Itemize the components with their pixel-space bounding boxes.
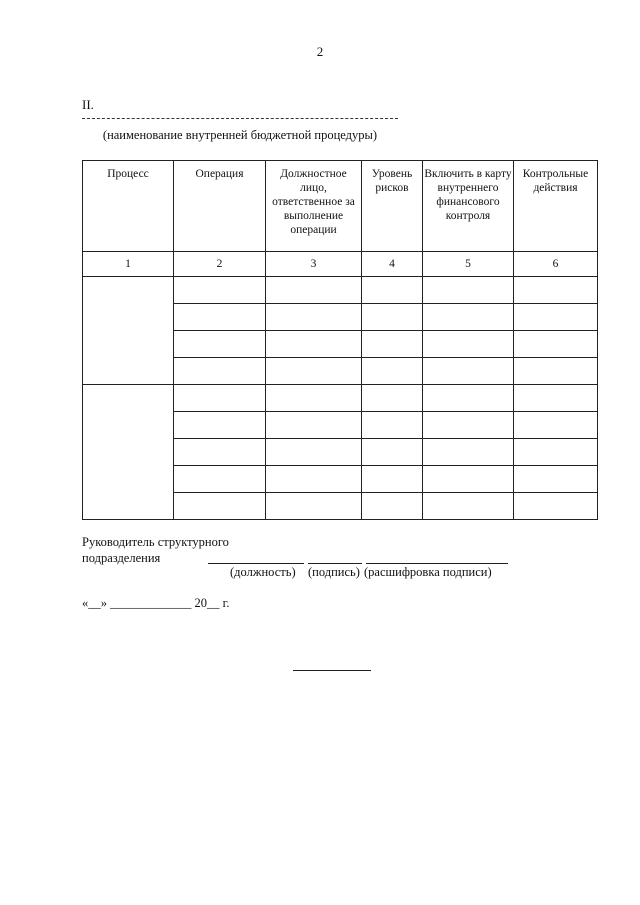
- end-of-document-rule: [293, 670, 371, 671]
- table-cell: [514, 412, 598, 439]
- table-cell: [266, 277, 362, 304]
- table-cell: [174, 493, 266, 520]
- column-number-row: [83, 252, 598, 277]
- table-cell: [423, 439, 514, 466]
- section-number: II.: [82, 97, 94, 112]
- table-cell: [266, 304, 362, 331]
- table-cell: [174, 358, 266, 385]
- signature-decoding-line: [366, 563, 508, 564]
- table-cell: [362, 439, 423, 466]
- signature-line: [308, 563, 362, 564]
- page-number: 2: [316, 44, 324, 59]
- signatory-label: [82, 534, 229, 566]
- date-line: «__» _____________ 20__ г.: [82, 596, 230, 610]
- column-number: 3: [266, 252, 362, 277]
- table-cell: [174, 304, 266, 331]
- column-number: 2: [174, 252, 266, 277]
- header-control-actions: Контрольные действия: [514, 161, 598, 252]
- header-row: [83, 161, 598, 252]
- table-cell: [362, 331, 423, 358]
- header-include-in-map: Включить в карту внутреннего финансового контроля: [423, 161, 514, 252]
- header-risk-level: Уровень рисков: [362, 161, 423, 252]
- table-cell: [362, 358, 423, 385]
- header-process: Процесс: [83, 161, 174, 252]
- table-cell: [174, 331, 266, 358]
- table-cell: [266, 358, 362, 385]
- table-cell: [423, 277, 514, 304]
- table-cell: [423, 358, 514, 385]
- table-cell: [514, 331, 598, 358]
- signature-decoding-caption: (расшифровка подписи): [364, 565, 492, 579]
- header-operation: Операция: [174, 161, 266, 252]
- table-cell: [174, 277, 266, 304]
- table-row: [83, 277, 598, 304]
- table-cell: [362, 412, 423, 439]
- table-cell: [362, 493, 423, 520]
- table-cell: [266, 385, 362, 412]
- table-cell: [514, 385, 598, 412]
- column-number: 5: [423, 252, 514, 277]
- table-cell: [423, 412, 514, 439]
- table-cell: [514, 466, 598, 493]
- table-cell: [266, 331, 362, 358]
- table-cell: [266, 493, 362, 520]
- table-cell: [174, 412, 266, 439]
- table-row: [83, 385, 598, 412]
- table-cell: [174, 385, 266, 412]
- table-cell: [423, 493, 514, 520]
- header-responsible-official: Должностное лицо, ответственное за выполнение операции: [266, 161, 362, 252]
- column-number: 4: [362, 252, 423, 277]
- table-cell: [423, 466, 514, 493]
- process-cell: [83, 277, 174, 385]
- table-cell: [514, 493, 598, 520]
- table-cell: [514, 277, 598, 304]
- position-line: [208, 563, 304, 564]
- table-cell: [174, 466, 266, 493]
- table-cell: [423, 385, 514, 412]
- signature-caption: (подпись): [308, 565, 360, 579]
- signatory-label-line: Руководитель структурного: [82, 535, 229, 549]
- table-cell: [362, 304, 423, 331]
- table-cell: [362, 277, 423, 304]
- table-cell: [514, 358, 598, 385]
- procedure-name-line: [82, 118, 398, 119]
- procedure-caption: (наименование внутренней бюджетной процедуры): [102, 128, 378, 142]
- risk-table: [82, 160, 598, 520]
- table-cell: [423, 304, 514, 331]
- table-cell: [514, 439, 598, 466]
- table-cell: [266, 412, 362, 439]
- table-cell: [514, 304, 598, 331]
- column-number: 1: [83, 252, 174, 277]
- table-cell: [174, 439, 266, 466]
- table-cell: [423, 331, 514, 358]
- table-cell: [266, 466, 362, 493]
- table-cell: [362, 385, 423, 412]
- column-number: 6: [514, 252, 598, 277]
- signatory-label-line: подразделения: [82, 551, 161, 565]
- process-cell: [83, 385, 174, 520]
- position-caption: (должность): [230, 565, 296, 579]
- table-cell: [266, 439, 362, 466]
- table-cell: [362, 466, 423, 493]
